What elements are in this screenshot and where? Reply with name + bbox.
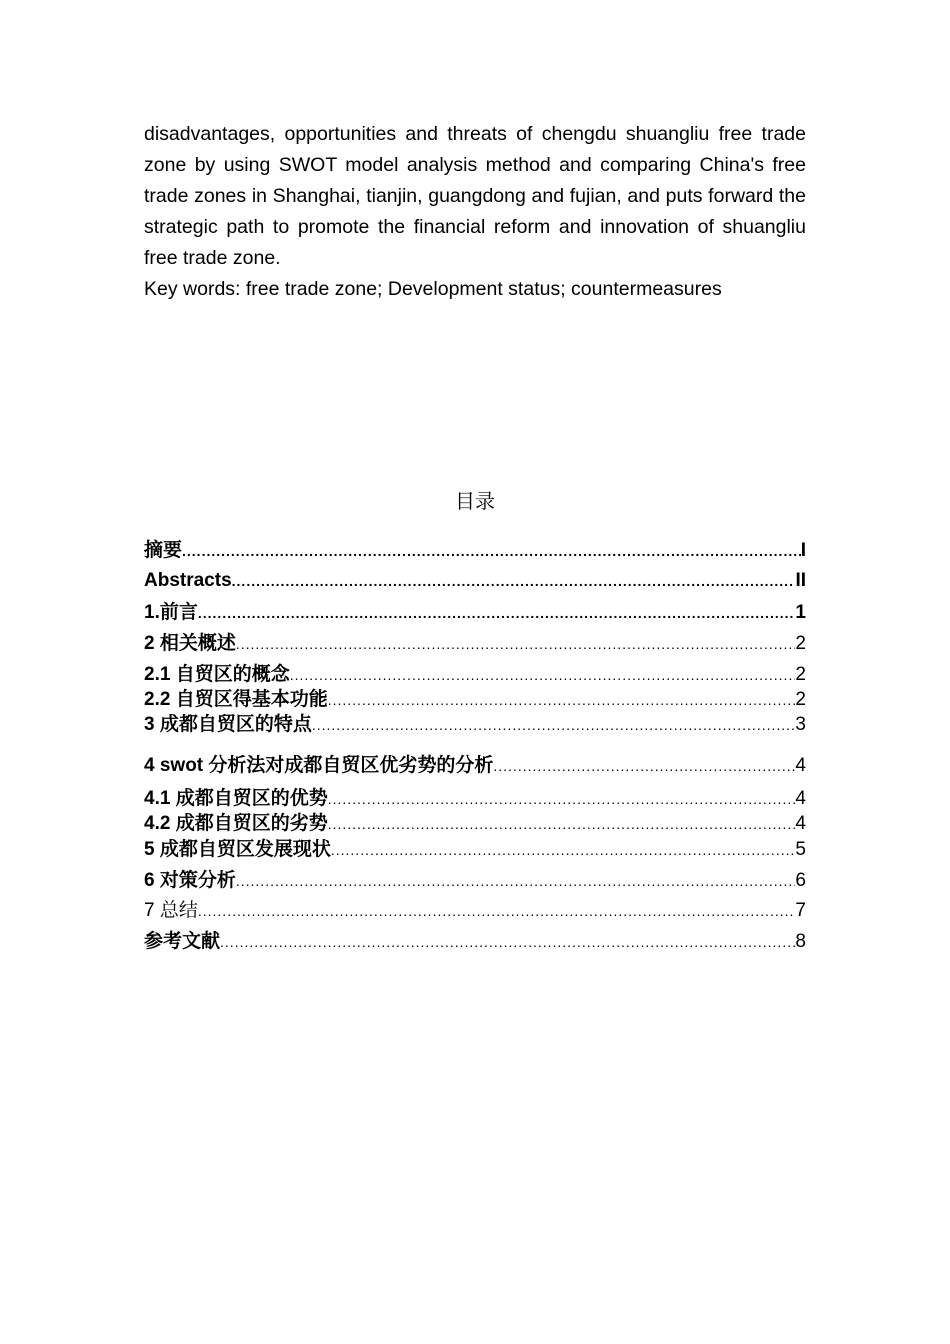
toc-entry-4[interactable] bbox=[144, 754, 806, 778]
abstract-paragraph bbox=[144, 119, 806, 274]
toc-entry-label: 4.2 成都自贸区的劣势 bbox=[144, 813, 328, 834]
toc-entry-page: I bbox=[800, 540, 806, 561]
toc-entry-label: 2 相关概述 bbox=[144, 633, 236, 654]
toc-entry-page: II bbox=[795, 570, 806, 591]
keywords-line: Key words: free trade zone; Development status; countermeasures bbox=[144, 278, 722, 300]
toc-entry-label: 参考文献 bbox=[144, 931, 221, 952]
toc-entry-overview[interactable] bbox=[144, 632, 806, 656]
toc-entry-label: 摘要 bbox=[144, 540, 183, 561]
toc-entry-5[interactable] bbox=[144, 838, 806, 862]
toc-entry-4-2[interactable] bbox=[144, 812, 806, 836]
toc-entry-label: 4.1 成都自贸区的优势 bbox=[144, 788, 328, 809]
toc-entry-label: 2.1 自贸区的概念 bbox=[144, 664, 290, 685]
toc-leader-dots bbox=[182, 539, 801, 563]
toc-leader-dots bbox=[236, 869, 796, 893]
toc-leader-dots bbox=[328, 688, 796, 712]
toc-entry-2-2[interactable] bbox=[144, 688, 806, 712]
toc-entry-label: 5 成都自贸区发展现状 bbox=[144, 839, 331, 860]
toc-entry-label: 3 成都自贸区的特点 bbox=[144, 714, 312, 735]
toc-entry-abstracts[interactable] bbox=[144, 569, 806, 593]
toc-entry-label: 2.2 自贸区得基本功能 bbox=[144, 689, 328, 710]
toc-leader-dots bbox=[312, 713, 796, 737]
toc-entry-label: Abstracts bbox=[144, 570, 232, 591]
toc-leader-dots bbox=[236, 632, 796, 656]
toc-entry-references[interactable] bbox=[144, 930, 806, 954]
toc-entry-label: 6 对策分析 bbox=[144, 870, 236, 891]
toc-entry-label: 4 swot 分析法对成都自贸区优劣势的分析 bbox=[144, 755, 494, 776]
toc-leader-dots bbox=[198, 601, 796, 625]
abstract-text: disadvantages, opportunities and threats of chengdu shuangliu free trade zone by using SWOT model analysis method and comparing China's free trade zones in Shanghai, tianjin, guangdong and fujian, and puts forward the strategic path to promote the financial reform and innovation of shuangliu free trade zone. bbox=[144, 123, 806, 269]
toc-leader-dots bbox=[331, 838, 796, 862]
toc-entry-page: 4 bbox=[795, 755, 806, 776]
toc-entry-3[interactable] bbox=[144, 713, 806, 737]
toc-entry-page: 7 bbox=[795, 900, 806, 921]
toc-entry-page: 1 bbox=[795, 602, 806, 623]
toc-entry-page: 4 bbox=[795, 788, 806, 809]
toc-entry-page: 2 bbox=[795, 689, 806, 710]
toc-entry-preface[interactable] bbox=[144, 601, 806, 625]
toc-leader-dots bbox=[220, 930, 795, 954]
toc-entry-7[interactable] bbox=[144, 899, 806, 923]
toc-leader-dots bbox=[328, 787, 796, 811]
toc-entry-label: 7 总结 bbox=[144, 900, 198, 921]
toc-entry-4-1[interactable] bbox=[144, 787, 806, 811]
toc-leader-dots bbox=[290, 663, 796, 687]
toc-entry-page: 2 bbox=[795, 664, 806, 685]
toc-entry-page: 5 bbox=[795, 839, 806, 860]
toc-leader-dots bbox=[232, 569, 796, 593]
toc-title: 目录 bbox=[455, 491, 495, 513]
toc-entry-page: 6 bbox=[795, 870, 806, 891]
toc-entry-page: 2 bbox=[795, 633, 806, 654]
toc-entry-page: 4 bbox=[795, 813, 806, 834]
toc-entry-page: 8 bbox=[795, 931, 806, 952]
toc-leader-dots bbox=[198, 899, 796, 923]
toc-entry-label: 1.前言 bbox=[144, 602, 198, 623]
toc-entry-2-1[interactable] bbox=[144, 663, 806, 687]
toc-leader-dots bbox=[493, 754, 795, 778]
toc-entry-6[interactable] bbox=[144, 869, 806, 893]
toc-entry-abstract[interactable] bbox=[144, 539, 806, 563]
toc-leader-dots bbox=[328, 812, 796, 836]
toc-entry-page: 3 bbox=[795, 714, 806, 735]
